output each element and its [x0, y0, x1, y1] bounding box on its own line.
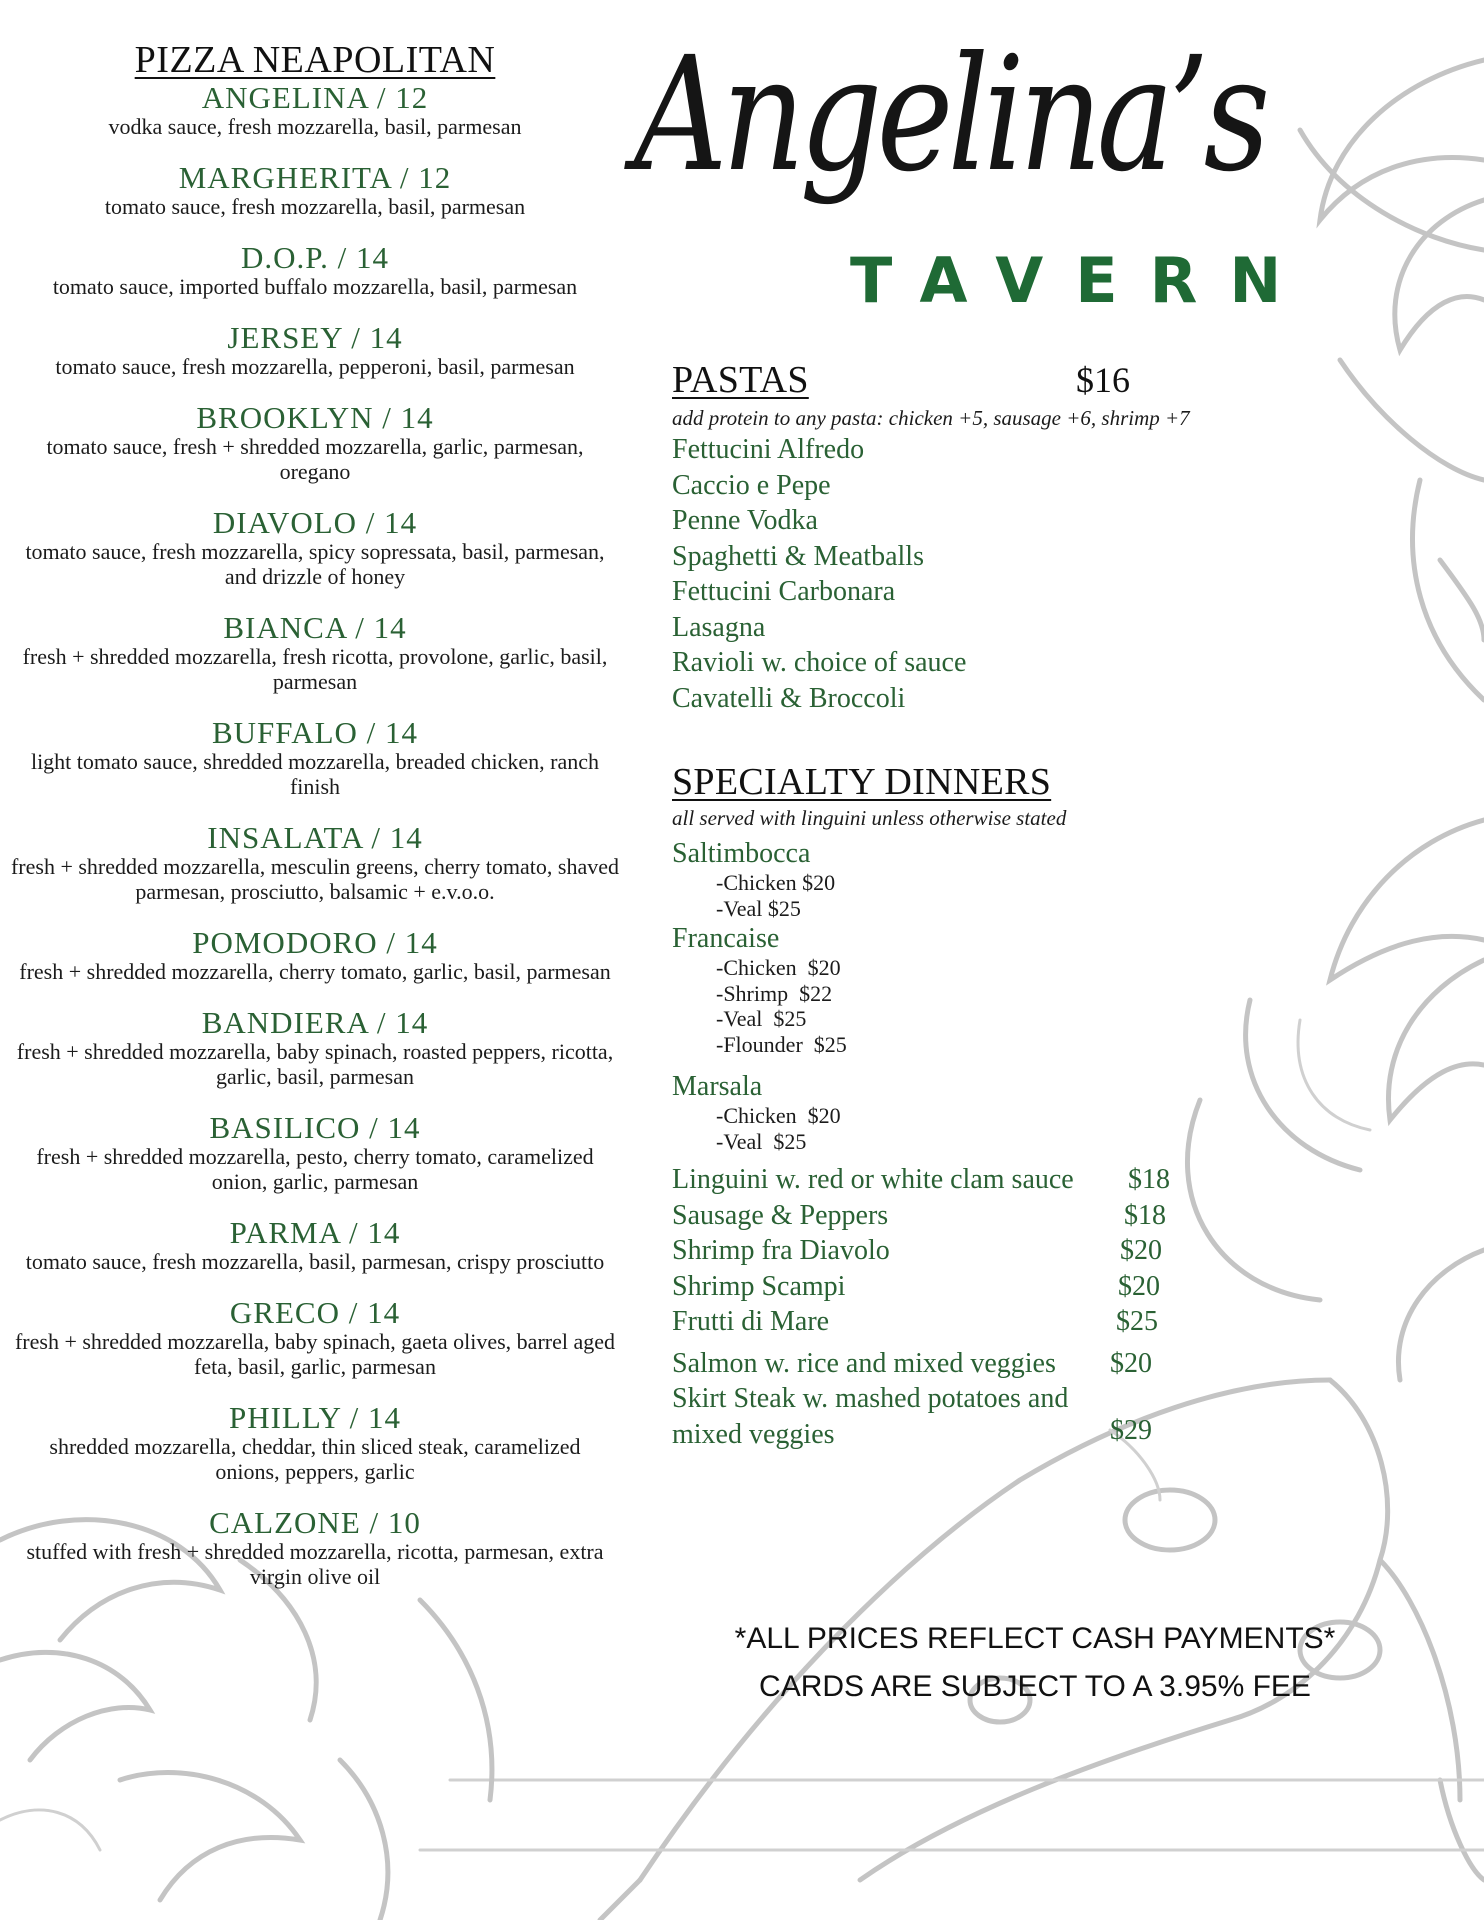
specialty-item-price: $20: [1120, 1235, 1162, 1266]
specialty-option: -Veal $25: [716, 1128, 807, 1154]
pasta-item: Penne Vodka: [672, 505, 818, 536]
specialty-group-name: Francaise: [672, 923, 780, 954]
pizza-description: tomato sauce, fresh mozzarella, spicy sopressata, basil, parmesan, and drizzle of honey: [25, 539, 605, 589]
specialty-priced-item: [672, 1304, 1232, 1340]
specialty-item-name: Sausage & Peppers: [672, 1199, 889, 1231]
specialty-option: -Chicken $20: [716, 955, 841, 980]
pizza-description: fresh + shredded mozzarella, pesto, cherry tomato, caramelized onion, garlic, parmesan: [36, 1144, 594, 1194]
pizza-description: shredded mozzarella, cheddar, thin sliced steak, caramelized onions, peppers, garlic: [49, 1434, 581, 1484]
pasta-item: Spaghetti & Meatballs: [672, 540, 924, 572]
specialty-item-name: Shrimp Scampi: [672, 1270, 846, 1302]
pizza-name: GRECO / 14: [229, 1295, 401, 1330]
pizza-description: tomato sauce, fresh mozzarella, pepperoni, basil, parmesan: [55, 354, 575, 379]
specialty-option: -Chicken $20: [716, 870, 836, 895]
pastas-heading: PASTAS: [672, 359, 809, 401]
pastas-note: add protein to any pasta: chicken +5, sausage +6, shrimp +7: [672, 406, 1190, 430]
specialty-option: -Chicken $20: [716, 1103, 841, 1128]
cash-note-line1: *ALL PRICES REFLECT CASH PAYMENTS*: [734, 1622, 1336, 1655]
pizza-item: [5, 402, 625, 484]
pizza-name: ANGELINA / 12: [201, 80, 429, 115]
pizza-name: PHILLY / 14: [228, 1400, 402, 1435]
pizza-description: fresh + shredded mozzarella, baby spinach, gaeta olives, barrel aged feta, basil, garlic, parmesan: [14, 1329, 616, 1379]
specialty-item-price: $18: [1124, 1199, 1166, 1231]
specialty-item-name: Frutti di Mare: [672, 1306, 830, 1337]
pizza-item: [5, 507, 625, 589]
specialty-groups: [672, 838, 1232, 1154]
pizza-item: [5, 717, 625, 799]
logo-sub-name: TAVERN: [850, 244, 1314, 317]
specialty-item-price: $18: [1128, 1164, 1170, 1195]
pizza-item: [5, 322, 625, 379]
pizza-description: light tomato sauce, shredded mozzarella, breaded chicken, ranch finish: [30, 749, 600, 799]
pizza-name: BUFFALO / 14: [211, 715, 419, 750]
specialty-item-name: Skirt Steak w. mashed potatoes and: [672, 1383, 1069, 1414]
specialty-group: [672, 923, 1232, 1057]
specialty-priced-item: [672, 1162, 1232, 1198]
cash-note-line2: CARDS ARE SUBJECT TO A 3.95% FEE: [759, 1670, 1311, 1703]
pizza-name: BANDIERA / 14: [201, 1005, 429, 1040]
specialty-priced-item: [672, 1381, 1232, 1452]
specialty-priced-list: [672, 1162, 1232, 1452]
specialty-priced-item: [672, 1269, 1232, 1305]
pizza-description: fresh + shredded mozzarella, fresh ricotta, provolone, garlic, basil, parmesan: [22, 644, 608, 694]
pizza-name: MARGHERITA / 12: [178, 160, 452, 195]
pizza-item: [5, 1007, 625, 1089]
pastas-price: $16: [1076, 360, 1130, 400]
logo-script-name: Angelina’s: [634, 23, 1265, 207]
pizza-item: [5, 927, 625, 984]
pizza-name: BASILICO / 14: [209, 1110, 421, 1145]
pizza-description: fresh + shredded mozzarella, baby spinach, roasted peppers, ricotta, garlic, basil, parmesan: [16, 1039, 614, 1089]
pasta-list: [672, 432, 1232, 716]
pizza-description: fresh + shredded mozzarella, cherry tomato, garlic, basil, parmesan: [19, 959, 611, 984]
specialty-item-name: Linguini w. red or white clam sauce: [672, 1164, 1074, 1195]
specialty-priced-item: [672, 1346, 1232, 1382]
pizza-item: [5, 162, 625, 219]
pizza-heading: PIZZA NEAPOLITAN: [134, 39, 496, 81]
specialty-priced-item: [672, 1233, 1232, 1269]
specialty-item-name-cont: mixed veggies: [672, 1418, 835, 1450]
pizza-name: JERSEY / 14: [227, 320, 403, 355]
specialty-group-name: Saltimbocca: [672, 838, 811, 869]
pizza-section: [0, 38, 630, 1589]
pizza-name: D.O.P. / 14: [241, 240, 389, 275]
pizza-description: stuffed with fresh + shredded mozzarella, ricotta, parmesan, extra virgin olive oil: [26, 1539, 604, 1589]
pasta-item: Cavatelli & Broccoli: [672, 682, 906, 714]
specialty-note: all served with linguini unless otherwise stated: [672, 806, 1067, 830]
pizza-description: tomato sauce, fresh mozzarella, basil, parmesan, crispy prosciutto: [25, 1249, 605, 1274]
specialty-group: [672, 1071, 1232, 1154]
right-column: [672, 358, 1232, 1452]
pasta-item: Lasagna: [672, 611, 766, 643]
specialty-priced-item: [672, 1198, 1232, 1234]
pizza-item: [5, 82, 625, 139]
pasta-item: Caccio e Pepe: [672, 469, 831, 501]
pizza-list: [0, 82, 630, 1589]
pizza-item: [5, 612, 625, 694]
pizza-description: fresh + shredded mozzarella, mesculin greens, cherry tomato, shaved parmesan, prosciutto, balsamic + e.v.o.o.: [10, 854, 619, 904]
specialty-item-name: Shrimp fra Diavolo: [672, 1235, 890, 1266]
specialty-item-price: $20: [1110, 1347, 1152, 1379]
pizza-name: PARMA / 14: [229, 1215, 401, 1250]
specialty-option: -Flounder $25: [716, 1031, 847, 1057]
pizza-description: tomato sauce, imported buffalo mozzarella, basil, parmesan: [52, 274, 578, 299]
pizza-description: tomato sauce, fresh mozzarella, basil, parmesan: [104, 194, 526, 219]
pasta-item: Ravioli w. choice of sauce: [672, 647, 967, 678]
pizza-name: BROOKLYN / 14: [196, 400, 434, 435]
pizza-description: tomato sauce, fresh + shredded mozzarella, garlic, parmesan, oregano: [46, 434, 584, 484]
specialty-option: -Veal $25: [716, 895, 801, 921]
pizza-name: DIAVOLO / 14: [212, 505, 418, 540]
specialty-option: -Shrimp $22: [716, 980, 833, 1006]
pizza-item: [5, 1507, 625, 1589]
specialty-item-price: $29: [1110, 1415, 1152, 1446]
pizza-name: POMODORO / 14: [192, 925, 438, 960]
specialty-item-price: $20: [1118, 1270, 1160, 1302]
specialty-item-price: $25: [1116, 1306, 1158, 1337]
pizza-item: [5, 1297, 625, 1379]
specialty-item-name: Salmon w. rice and mixed veggies: [672, 1347, 1056, 1379]
pizza-item: [5, 1402, 625, 1484]
pastas-header: [672, 358, 1232, 404]
cash-payment-note: [690, 1615, 1380, 1711]
pizza-name: CALZONE / 10: [209, 1505, 421, 1540]
logo: [630, 22, 1314, 322]
pizza-name: BIANCA / 14: [223, 610, 407, 645]
specialty-heading: SPECIALTY DINNERS: [672, 761, 1052, 803]
pasta-item: Fettucini Carbonara: [672, 576, 896, 607]
pasta-item: Fettucini Alfredo: [672, 434, 865, 465]
pizza-item: [5, 242, 625, 299]
pizza-item: [5, 1217, 625, 1274]
specialty-option: -Veal $25: [716, 1006, 807, 1031]
specialty-group-name: Marsala: [672, 1071, 763, 1102]
pizza-description: vodka sauce, fresh mozzarella, basil, parmesan: [108, 114, 522, 139]
pizza-item: [5, 822, 625, 904]
pizza-name: INSALATA / 14: [207, 820, 423, 855]
pizza-item: [5, 1112, 625, 1194]
specialty-group: [672, 838, 1232, 921]
